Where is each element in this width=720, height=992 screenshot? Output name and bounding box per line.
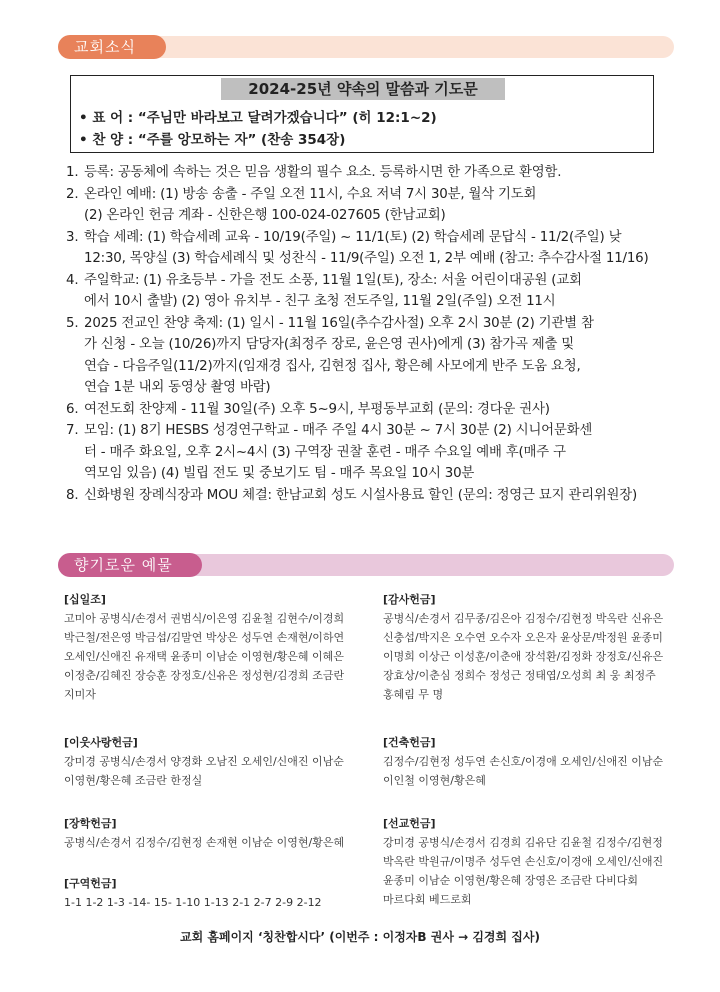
news-number: 1. [66, 165, 79, 180]
hymn-line [79, 128, 345, 148]
offering-neighbor [64, 733, 344, 790]
offering-line: 공병식/손경서 김정수/김현정 손재현 이남순 이영현/황은혜 [64, 836, 345, 849]
news-number: 3. [66, 229, 79, 245]
offering-line: 1-1 1-2 1-3 -14- 15- 1-10 1-13 2-1 2-7 2-9 2-12 [64, 896, 322, 909]
news-line: 여전도회 찬양제 - 11월 30일(주) 오후 5~9시, 부평동부교회 (문의: 경다운 권사) [84, 401, 550, 417]
news-line: 온라인 예배: (1) 방송 송출 - 주일 오전 11시, 수요 저녁 7시 30분, 월삭 기도회 [84, 186, 537, 202]
offering-line: 지미자 [64, 688, 96, 701]
offering-building [383, 733, 663, 790]
offering-line: 김정수/김현정 성두연 손신호/이경애 오세인/신애진 이남순 [383, 755, 664, 768]
news-line: 등록: 공동체에 속하는 것은 믿음 생활의 필수 요소. 등록하시면 한 가족으로 환영함. [84, 165, 562, 180]
offering-head: [이웃사랑헌금] [64, 736, 138, 749]
news-line: 연습 1분 내외 동영상 촬영 바람) [84, 380, 271, 395]
offering-line: 이정춘/김혜진 장승훈 장정호/신유은 정성현/김경희 조금란 [64, 669, 345, 682]
offering-head: [감사헌금] [383, 593, 436, 606]
offering-line: 고미아 공병식/손경서 권범식/이은영 김윤철 김현수/이경희 [64, 612, 345, 625]
news-line: 2025 전교인 찬양 축제: (1) 일시 - 11월 16일(추수감사절) 오후 2시 30분 (2) 기관별 참 [84, 315, 594, 331]
verse-box-title: 2024-25년 약속의 말씀과 기도문 [221, 78, 505, 100]
news-item [66, 184, 666, 227]
news-item [66, 420, 666, 485]
offering-line: 이인철 이영현/황은혜 [383, 774, 486, 787]
news-item [66, 227, 666, 270]
offering-head: [십일조] [64, 593, 106, 606]
news-item [66, 399, 666, 421]
motto-value: “주님만 바라보고 달려가겠습니다” (히 12:1~2) [137, 110, 437, 126]
offering-line: 공병식/손경서 김무종/김은아 김정수/김현정 박옥란 신유은 [383, 612, 664, 625]
offering-mission [383, 814, 663, 909]
news-item [66, 162, 666, 184]
footer-note: 교회 홈페이지 ‘칭찬합시다’ (이번주 : 이정자B 권사 → 김경희 집사) [180, 930, 540, 944]
news-line: 역모임 있음) (4) 빌립 전도 및 중보기도 팀 - 매주 목요일 10시 30분 [84, 466, 475, 481]
news-line: 터 - 매주 화요일, 오후 2시~4시 (3) 구역장 권찰 훈련 - 매주 수요일 예배 후(매주 구 [84, 444, 566, 460]
news-line: 가 신청 - 오늘 (10/26)까지 담당자(최정주 장로, 윤은영 권사)에게 (3) 참가곡 제출 및 [84, 337, 575, 352]
news-line: 연습 - 다음주일(11/2)까지(임재경 집사, 김현정 집사, 황은혜 사모에게 반주 도움 요청, [84, 358, 581, 374]
news-text [84, 162, 666, 184]
news-number: 6. [66, 401, 79, 417]
news-line: 학습 세례: (1) 학습세례 교육 - 10/19(주일) ~ 11/1(토) (2) 학습세례 문답식 - 11/2(주일) 낮 [84, 229, 622, 245]
offering-line: 강미경 공병식/손경서 김경희 김유단 김윤철 김정수/김현정 [383, 836, 663, 849]
news-number: 2. [66, 186, 79, 202]
offering-line: 신충섭/박지은 오수연 오수자 오은자 윤상문/박정원 윤종미 [383, 631, 663, 644]
offering-line: 홍혜림 무 명 [383, 688, 444, 701]
news-text [84, 313, 666, 399]
offering-line: 박옥란 박원규/이명주 성두연 손신호/이경애 오세인/신애진 [383, 855, 664, 868]
news-item [66, 485, 666, 507]
offering-district [64, 874, 322, 912]
news-text [84, 270, 666, 313]
verse-box [70, 75, 654, 153]
offering-scholarship [64, 814, 344, 852]
offering-tithe [64, 590, 344, 704]
motto-label: • 표 어 : [79, 110, 134, 126]
news-line: (2) 온라인 헌금 계좌 - 신한은행 100-024-027605 (한남교회) [84, 208, 446, 223]
news-text [84, 420, 666, 485]
news-number: 7. [66, 423, 79, 438]
news-section-title: 교회소식 [58, 35, 166, 59]
news-line: 모임: (1) 8기 HESBS 성경연구학교 - 매주 주일 4시 30분 ~ 7시 30분 (2) 시니어문화센 [84, 423, 593, 438]
news-text [84, 184, 666, 227]
hymn-label: • 찬 양 : [79, 132, 134, 148]
offering-head: [장학헌금] [64, 817, 117, 830]
hymn-value: “주를 앙모하는 자” (찬송 354장) [137, 132, 346, 148]
news-item [66, 270, 666, 313]
offering-head: [선교헌금] [383, 817, 436, 830]
news-line: 주일학교: (1) 유초등부 - 가을 전도 소풍, 11월 1일(토), 장소: 서울 어린이대공원 (교회 [84, 272, 582, 288]
news-text [84, 485, 666, 507]
offering-line: 오세인/신애진 유재택 윤종미 이남순 이영현/황은혜 이혜은 [64, 650, 344, 663]
news-line: 에서 10시 출발) (2) 영아 유치부 - 친구 초청 전도주일, 11월 2일(주일) 오전 11시 [84, 294, 556, 309]
offering-thanks [383, 590, 663, 704]
news-text [84, 399, 666, 421]
offering-line: 강미경 공병식/손경서 양경화 오남진 오세인/신애진 이남순 [64, 755, 344, 768]
news-text [84, 227, 666, 270]
offering-line: 윤종미 이남순 이영현/황은혜 장영은 조금란 다비다회 [383, 874, 638, 887]
offering-head: [구역헌금] [64, 877, 117, 890]
news-item [66, 313, 666, 399]
news-number: 4. [66, 272, 79, 288]
news-line: 12:30, 목양실 (3) 학습세례식 및 성찬식 - 11/9(주일) 오전 1, 2부 예배 (참고: 추수감사절 11/16) [84, 251, 649, 266]
motto-line [79, 106, 437, 126]
offering-section-title: 향기로운 예물 [58, 553, 202, 577]
offering-line: 장효상/이춘심 정희수 정성근 정태엽/오성희 최 웅 최정주 [383, 669, 656, 682]
offering-head: [건축헌금] [383, 736, 436, 749]
offering-line: 이명희 이상근 이성훈/이춘애 장석환/김정화 장정호/신유은 [383, 650, 664, 663]
news-number: 8. [66, 487, 79, 503]
offering-line: 박근철/전은영 박금섭/김말연 박상은 성두연 손재현/이하연 [64, 631, 345, 644]
offering-line: 이영현/황은혜 조금란 한정실 [64, 774, 203, 787]
offering-line: 마르다회 베드로회 [383, 893, 472, 906]
news-line: 신화병원 장례식장과 MOU 체결: 한남교회 성도 시설사용료 할인 (문의: 정영근 묘지 관리위원장) [84, 487, 638, 503]
news-number: 5. [66, 315, 79, 331]
news-list [66, 162, 666, 506]
